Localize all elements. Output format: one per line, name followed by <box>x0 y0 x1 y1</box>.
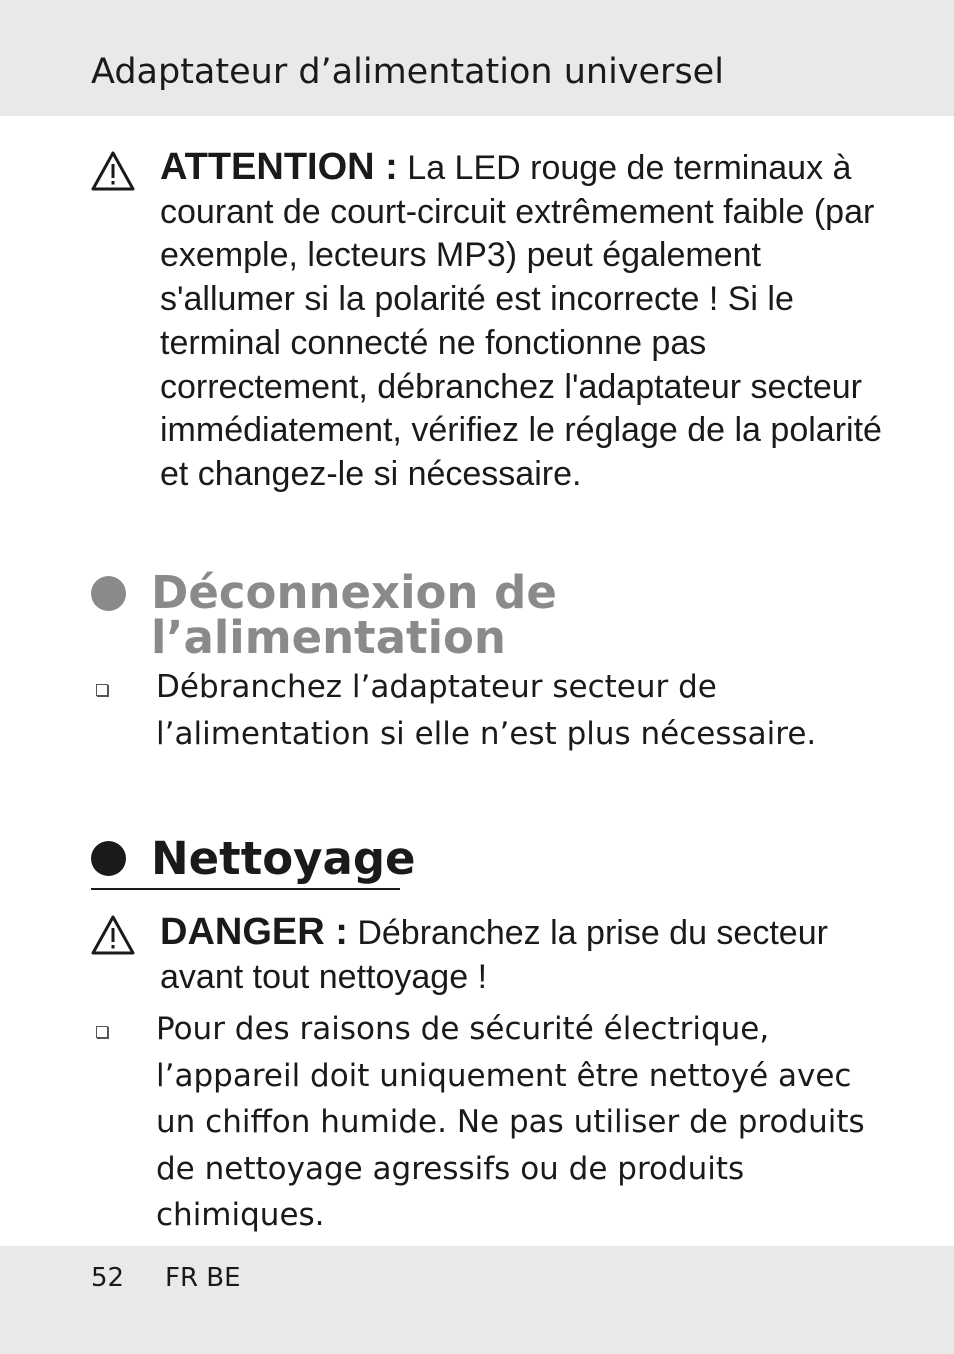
danger-warning <box>160 911 890 999</box>
danger-label: DANGER : <box>160 911 348 953</box>
section-title-disconnect <box>151 566 557 664</box>
disconnect-step: Débranchez l’adaptateur secteur de l’alimentation si elle n’est plus nécessaire. <box>156 669 817 752</box>
danger-text: Débranchez la prise du secteur avant tout nettoyage ! <box>160 914 828 996</box>
attention-text: La LED rouge de terminaux à courant de court-circuit extrêmement faible (par exemple, lecteurs MP3) peut également s'allumer si la polarité est incorrecte ! Si le terminal connecté ne fonctionne pas correctement, débranchez l'adaptateur secteur immédiatement, vérifiez le réglage de la polarité et changez-le si nécessaire. <box>160 149 882 493</box>
warning-triangle-icon <box>90 150 136 192</box>
cleaning-step: Pour des raisons de sécurité électrique, l’appareil doit uniquement être nettoyé avec un chiffon humide. Ne pas utiliser de produits de nettoyage agressifs ou de produits chimiques. <box>156 1011 865 1233</box>
bullet-dot-icon <box>91 576 126 611</box>
section-title-line1: Déconnexion de <box>151 566 557 619</box>
page-number: 52 <box>91 1263 125 1293</box>
language-code: FR BE <box>165 1263 241 1293</box>
section-title-line2: l’alimentation <box>151 611 506 664</box>
checkbox-icon <box>96 684 108 696</box>
attention-label: ATTENTION : <box>160 146 398 188</box>
checkbox-icon <box>96 1026 108 1038</box>
bullet-dot-icon <box>91 841 126 876</box>
page-footer <box>0 1246 954 1354</box>
header-title: Adaptateur d’alimentation universel <box>91 52 724 92</box>
section-title-cleaning: Nettoyage <box>151 832 416 885</box>
attention-warning <box>160 146 890 497</box>
warning-triangle-icon <box>90 914 136 956</box>
section-title-underline <box>91 888 400 890</box>
